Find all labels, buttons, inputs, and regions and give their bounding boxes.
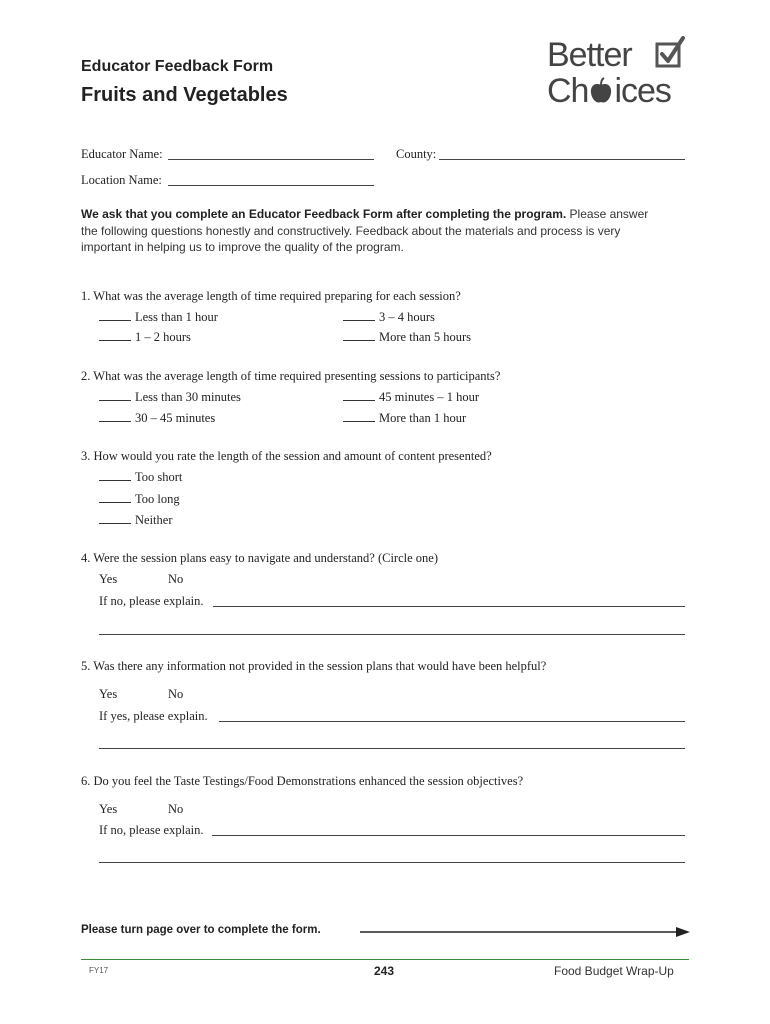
option-label: Less than 1 hour <box>135 310 218 324</box>
q1-option-3-4-hours[interactable] <box>343 310 435 325</box>
better-choices-logo <box>545 36 705 116</box>
q4-explain-line-2[interactable] <box>99 634 685 635</box>
q4-explain-line-1[interactable] <box>213 606 685 607</box>
arrow-right-icon <box>360 926 692 938</box>
q1-option-1-2-hours[interactable] <box>99 330 191 345</box>
logo-line-choices <box>547 72 671 110</box>
q1-option-less-than-1-hour[interactable] <box>99 310 218 325</box>
q4-yes[interactable]: Yes <box>99 572 118 586</box>
apple-icon <box>589 77 613 105</box>
footer-section: Food Budget Wrap-Up <box>554 964 674 978</box>
checkbox-check-icon <box>653 36 699 72</box>
intro-line-2: the following questions honestly and constructively. Feedback about the materials and process is very <box>81 223 621 238</box>
q6-explain-line-1[interactable] <box>212 835 685 836</box>
answer-blank[interactable] <box>343 411 375 422</box>
q4-explain-label: If no, please explain. <box>99 594 204 608</box>
option-label: 3 – 4 hours <box>379 310 435 324</box>
q2-option-less-than-30-minutes[interactable] <box>99 390 241 405</box>
q3-option-too-long[interactable] <box>99 492 180 507</box>
option-label: Less than 30 minutes <box>135 390 241 404</box>
option-label: Neither <box>135 513 173 527</box>
option-label: Too short <box>135 470 183 484</box>
q6-explain-label: If no, please explain. <box>99 823 204 837</box>
q5-explain-label: If yes, please explain. <box>99 709 208 723</box>
intro-line-1 <box>81 206 701 223</box>
option-label: 30 – 45 minutes <box>135 411 216 425</box>
intro-bold: We ask that you complete an Educator Feedback Form after completing the program. <box>81 207 567 221</box>
question-6-text: 6. Do you feel the Taste Testings/Food Demonstrations enhanced the session objectives? <box>81 774 524 788</box>
q3-option-too-short[interactable] <box>99 470 182 485</box>
logo-text-better: Better <box>547 36 632 74</box>
question-1-text: 1. What was the average length of time required preparing for each session? <box>81 289 461 303</box>
answer-blank[interactable] <box>99 390 131 401</box>
q6-no[interactable]: No <box>168 802 184 816</box>
turn-page-note: Please turn page over to complete the form. <box>81 924 321 936</box>
q2-option-more-than-1-hour[interactable] <box>343 411 466 426</box>
q2-option-45-minutes-1-hour[interactable] <box>343 390 479 405</box>
form-label: Educator Feedback Form <box>81 58 274 75</box>
option-label: More than 5 hours <box>379 330 471 344</box>
option-label: 45 minutes – 1 hour <box>379 390 479 404</box>
q1-option-more-than-5-hours[interactable] <box>343 330 471 345</box>
option-label: Too long <box>135 492 180 506</box>
option-label: More than 1 hour <box>379 411 467 425</box>
q3-option-neither[interactable] <box>99 513 172 528</box>
answer-blank[interactable] <box>99 492 131 503</box>
question-5-text: 5. Was there any information not provided in the session plans that would have been helpful? <box>81 659 547 673</box>
answer-blank[interactable] <box>99 470 131 481</box>
question-3-text: 3. How would you rate the length of the session and amount of content presented? <box>81 449 492 463</box>
option-label: 1 – 2 hours <box>135 330 191 344</box>
answer-blank[interactable] <box>343 310 375 321</box>
answer-blank[interactable] <box>343 330 375 341</box>
question-2-text: 2. What was the average length of time required presenting sessions to participants? <box>81 369 501 383</box>
q5-yes[interactable]: Yes <box>99 687 118 701</box>
county-line[interactable] <box>439 159 685 160</box>
q5-explain-line-2[interactable] <box>99 748 685 749</box>
county-label: County: <box>396 147 437 161</box>
q5-no[interactable]: No <box>168 687 184 701</box>
page-number: 243 <box>374 964 395 978</box>
footer-rule <box>81 959 689 960</box>
q6-yes[interactable]: Yes <box>99 802 118 816</box>
answer-blank[interactable] <box>99 330 131 341</box>
logo-text-ch: Ch <box>547 72 589 110</box>
logo-text-ices: ices <box>614 72 671 110</box>
intro-line-3: important in helping us to improve the quality of the program. <box>81 240 404 254</box>
q4-no[interactable]: No <box>168 572 184 586</box>
answer-blank[interactable] <box>99 513 131 524</box>
q5-explain-line-1[interactable] <box>219 721 685 722</box>
question-4-text: 4. Were the session plans easy to navigate and understand? (Circle one) <box>81 551 438 565</box>
intro-paragraph <box>81 206 701 256</box>
location-name-label: Location Name: <box>81 173 162 187</box>
educator-name-line[interactable] <box>168 159 374 160</box>
location-name-line[interactable] <box>168 185 374 186</box>
footer-code: FY17 <box>89 966 109 975</box>
q6-explain-line-2[interactable] <box>99 862 685 863</box>
intro-line1-rest: Please answer <box>566 207 649 221</box>
q2-option-30-45-minutes[interactable] <box>99 411 215 426</box>
educator-name-label: Educator Name: <box>81 147 163 161</box>
page-title: Fruits and Vegetables <box>81 84 288 106</box>
answer-blank[interactable] <box>343 390 375 401</box>
answer-blank[interactable] <box>99 310 131 321</box>
answer-blank[interactable] <box>99 411 131 422</box>
